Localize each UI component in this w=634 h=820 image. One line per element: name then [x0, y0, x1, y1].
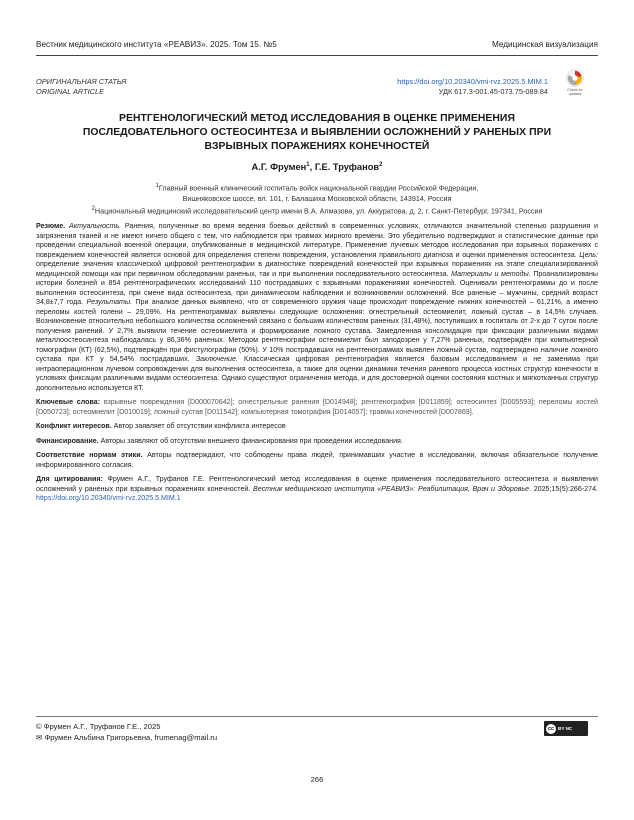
cc-icon: cc: [547, 725, 555, 732]
citation-doi-link[interactable]: https://doi.org/10.20340/vmi-rvz.2025.5.MIM.1: [36, 494, 181, 502]
affiliation-2-text: Национальный медицинский исследовательский центр имени В.А. Алмазова, ул. Аккуратова, д. 2, г. Санкт-Петербург, 197341, Россия: [94, 206, 543, 216]
udk-code: УДК 617.3-001.45-073.75-089.84: [438, 87, 548, 96]
author-list: [0, 162, 634, 172]
footer-divider: [36, 716, 598, 717]
citation-label: Для цитирования:: [36, 475, 103, 483]
header-divider: [36, 55, 598, 56]
methods-label: Материалы и методы.: [451, 269, 531, 278]
citation-details: . 2025;15(5):266-274.: [529, 484, 598, 493]
conflict-text: Автор заявляет об отсутствии конфликта интересов: [111, 422, 286, 430]
journal-running-title: Вестник медицинского института «РЕАВИЗ». 2025. Том 15. №5: [36, 39, 277, 49]
citation-journal: Вестник медицинского института «РЕАВИЗ»: Реабилитация, Врач и Здоровье: [252, 484, 530, 493]
page-number: 266: [310, 775, 324, 784]
actuality-label: Актуальность.: [69, 222, 122, 230]
funding-text: Авторы заявляют об отсутствии внешнего финансирования при проведении исследования.: [98, 436, 403, 445]
goal-label: Цель:: [579, 250, 598, 259]
author-1-affiliation-mark: 1: [306, 162, 310, 168]
affiliation-1-mark: 1: [155, 183, 159, 189]
article-type-ru: ОРИГИНАЛЬНАЯ СТАТЬЯ: [36, 77, 127, 86]
copyright-text: © Фрумен А.Г., Труфанов Г.Е., 2025: [36, 722, 161, 731]
citation-paragraph: [36, 475, 598, 504]
ethics-paragraph: [36, 451, 598, 470]
affiliation-1-address: Вишняковское шоссе, вл. 101, г. Балашиха Московской области, 143914, Россия: [182, 193, 452, 203]
doi-link[interactable]: https://doi.org/10.20340/vmi-rvz.2025.5.MIM.1: [397, 77, 548, 86]
results-label: Результаты.: [86, 298, 133, 306]
article-identifiers: [397, 77, 548, 97]
footer-info: [36, 721, 217, 743]
crossmark-icon: [566, 69, 584, 87]
cc-license-text: BY NC: [558, 726, 573, 731]
article-type-en: ORIGINAL ARTICLE: [36, 87, 105, 96]
results-text: При анализе данных выявлено, что от современного оружия чаще происходит повреждение нижних конечностей – 61,21%, а именно переломы костей голени – 29,09%. На рентгенограммах выявлены следующие осложнения: огнестрельный остеомиелит, ложный сустав – в 14,5% случаев. Возникновение относительно небольшого количества осложнений связано с большим количеством раненых (31,48%), поступивших в госпиталь от 2-х до 7 суток после получения ранений. У 2,7% выявили течение остеомиелита и формирование ложного сустава. Замедленная консолидация при фиксации различными видами металлоостеосинтеза наблюдалась у 86,36% раненых. Методом рентгенографии остеомиелит был заподозрен у 7,27% раненых, подтверждён при компьютерной томографии (КТ) (62,5%), подтверждён при фистулографии (50%). У 10% пострадавших на рентгенограммах выявлен ложный сустав, подтверждено наличие ложного сустава при КТ у 54,54% пострадавших.: [36, 298, 598, 363]
affiliation-2: [30, 204, 604, 217]
article-title: РЕНТГЕНОЛОГИЧЕСКИЙ МЕТОД ИССЛЕДОВАНИЯ В ОЦЕНКЕ ПРИМЕНЕНИЯ ПОСЛЕДОВАТЕЛЬНОГО ОСТЕОСИНТЕЗА И ВЫЯВЛЕНИИ ОСЛОЖНЕНИЙ У РАНЕНЫХ ПРИ ВЗРЫВНЫХ ПОРАЖЕНИЯХ КОНЕЧНОСТЕЙ: [82, 113, 552, 153]
conflict-paragraph: [36, 422, 598, 432]
section-running-title: Медицинская визуализация: [491, 39, 598, 49]
goal-text: определение значения классической цифровой рентгенографии в диагностике повреждений конечностей при взрывных поражениях на этапе специализированной медицинской помощи как при первичном обследовании раненых, так и при выполнении последовательного остеосинтеза.: [36, 260, 598, 278]
keywords-text: взрывные повреждения [D000070642]; огнестрельные ранения [D014948]; рентгенография [D011859]; остеосинтез [D005593]; переломы костей [D050723]; остеомиелит [D010019]; ложный сустав [D011542]; компьютерная томография [D014057]; травмы конечностей [D007869].: [36, 398, 598, 416]
actuality-text: Ранения, полученные во время ведения боевых действий в современных условиях, отличаются значительной степенью разрушения и загрязнения тканей и не имеют ничего общего с тем, что наблюдается при травмах мирного времени. Это убедительно подтверждают и статистические данные при проведении специальной военной операции, опубликованные в медицинской литературе. Применение лучевых методов исследования при взрывных поражениях с повреждением конечностей является основой для определения степени повреждения, установления правильного диагноза и оценки применения остеосинтеза.: [36, 222, 598, 259]
running-header: [36, 36, 598, 52]
keywords-paragraph: [36, 398, 598, 417]
conflict-label: Конфликт интересов.: [36, 422, 112, 430]
crossmark-label: Check for updates: [567, 88, 583, 96]
author-1-name: А.Г. Фрумен: [251, 162, 307, 173]
citation-text: Фрумен А.Г., Труфанов Г.Е. Рентгенологический метод исследования в оценке применения последовательного остеосинтеза и выявлении осложнений у раненых при взрывных поражениях конечностей.: [36, 475, 598, 493]
ethics-label: Соответствие нормам этики.: [36, 451, 143, 459]
ethics-text: Авторы подтверждают, что соблюдены права людей, принимавших участие в исследовании, включая обязательное получение информированного согласия.: [36, 451, 598, 469]
funding-paragraph: [36, 437, 598, 447]
conclusion-text: Классическая цифровая рентгенография является базовым исследованием и не заменима при интраоперационном лучевом сопровождении для выполнения остеосинтеза, а также для оценки динамики течения раневого процесса костных структур конечности в условиях фиксации различными видами остеосинтеза. Однако существуют ограничения метода, и для достоверной оценки состояния костных и мягкотканных структур дополнительно используется КТ.: [36, 355, 598, 392]
abstract-block: [36, 222, 598, 504]
abstract-paragraph: [36, 222, 598, 393]
affiliations: [30, 181, 604, 217]
methods-text: Проанализированы истории болезней и 854 рентгенографических исследований 110 пострадавших с взрывными поражениями конечностей. Оценивали рентгенограммы до и после выполнения остеосинтеза, при смене вида остеосинтеза, при динамическом наблюдении и возникновении осложнений. Все раненые – мужчины, средний возраст 34,8±7,7 года.: [36, 269, 598, 306]
author-2-name: Г.Е. Труфанов: [314, 162, 380, 173]
funding-label: Финансирование.: [36, 436, 99, 445]
author-separator: ,: [309, 162, 315, 173]
contact-email[interactable]: ✉ Фрумен Альбина Григорьевна, frumenag@mail.ru: [36, 733, 218, 742]
keywords-label: Ключевые слова:: [36, 398, 101, 406]
abstract-label: Резюме.: [36, 222, 66, 230]
article-type: [36, 77, 126, 97]
affiliation-1: [30, 181, 604, 194]
affiliation-2-mark: 2: [91, 205, 95, 212]
cc-license-badge[interactable]: [544, 721, 588, 736]
crossmark-badge[interactable]: [564, 69, 586, 97]
affiliation-1-text: Главный военный клинический госпиталь войск национальной гвардии Российской Федерации,: [158, 183, 479, 193]
author-2-affiliation-mark: 2: [379, 162, 383, 168]
conclusion-label: Заключение.: [195, 355, 238, 363]
